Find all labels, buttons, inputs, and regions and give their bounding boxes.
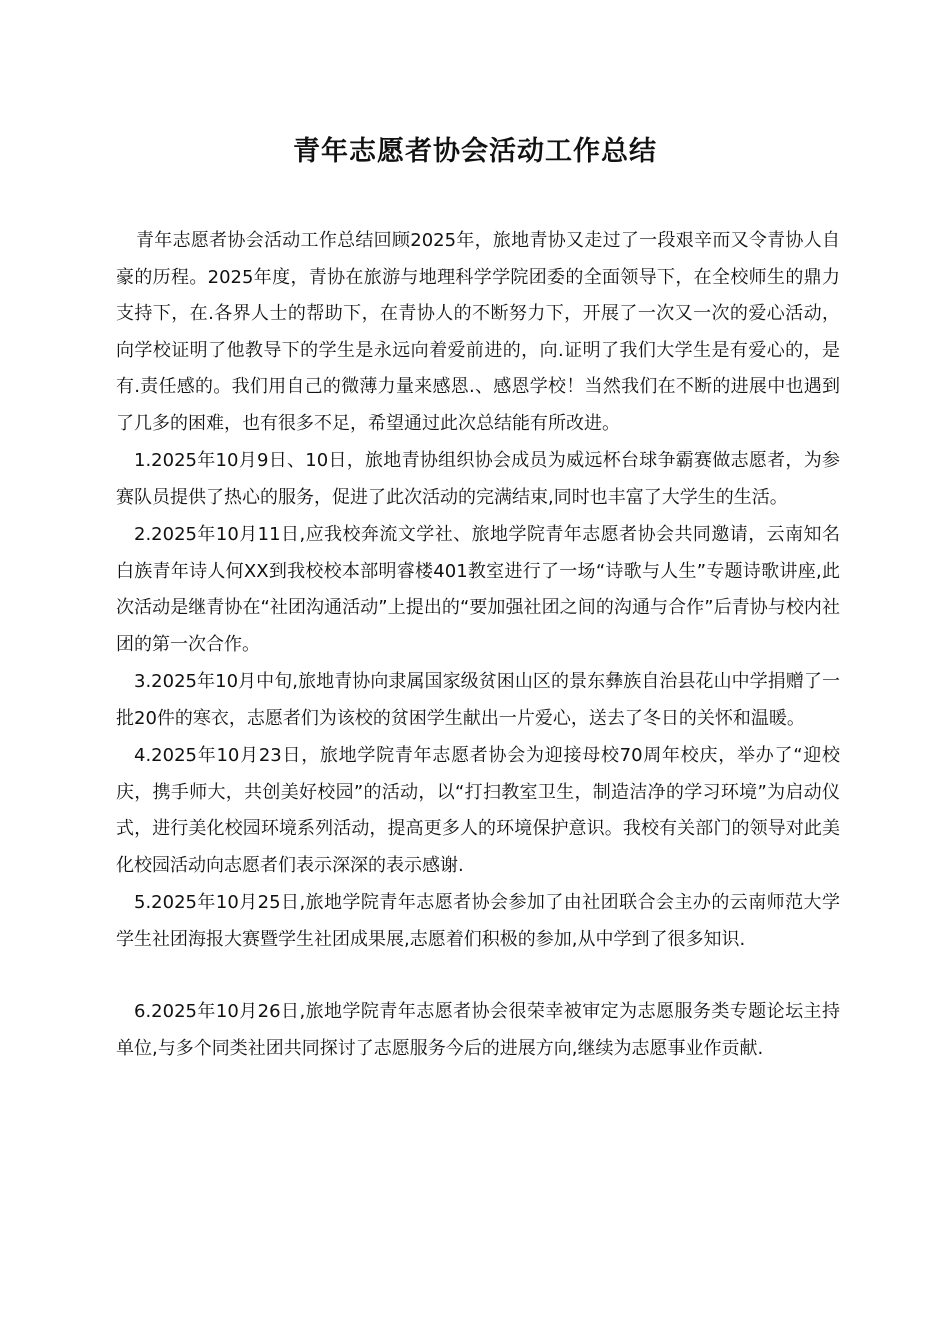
list-item: 5.2025年10月25日,旅地学院青年志愿者协会参加了由社团联合会主办的云南师范大学学生社团海报大赛暨学生社团成果展,志愿着们积极的参加,从中学到了很多知识.	[116, 892, 840, 950]
list-item: 4.2025年10月23日，旅地学院青年志愿者协会为迎接母校70周年校庆，举办了“迎校庆，携手师大，共创美好校园”的活动，以“打扫教室卫生，制造洁净的学习环境”为启动仪式，进行美化校园环境系列活动，提高更多人的环境保护意识。我校有关部门的领导对此美化校园活动向志愿者们表示深深的表示感谢.	[116, 745, 840, 876]
list-item: 1.2025年10月9日、10日，旅地青协组织协会成员为威远杯台球争霸赛做志愿者，为参赛队员提供了热心的服务，促进了此次活动的完满结束,同时也丰富了大学生的生活。	[116, 450, 840, 508]
list-item: 6.2025年10月26日,旅地学院青年志愿者协会很荣幸被审定为志愿服务类专题论坛主持单位,与多个同类社团共同探讨了志愿服务今后的进展方向,继续为志愿事业作贡献.	[116, 1001, 840, 1059]
document-body	[116, 223, 840, 1068]
document-title: 青年志愿者协会活动工作总结	[293, 136, 657, 167]
list-item: 3.2025年10月中旬,旅地青协向隶属国家级贫困山区的景东彝族自治县花山中学捐赠了一批20件的寒衣，志愿者们为该校的贫困学生献出一片爱心，送去了冬日的关怀和温暖。	[116, 671, 840, 729]
intro-paragraph: 青年志愿者协会活动工作总结回顾2025年，旅地青协又走过了一段艰辛而又令青协人自豪的历程。2025年度，青协在旅游与地理科学学院团委的全面领导下，在全校师生的鼎力支持下，在.各界人士的帮助下，在青协人的不断努力下，开展了一次又一次的爱心活动，向学校证明了他教导下的学生是永远向着爱前进的，向.证明了我们大学生是有爱心的，是有.责任感的。我们用自己的微薄力量来感恩.、感恩学校！当然我们在不断的进展中也遇到了几多的困难，也有很多不足，希望通过此次总结能有所改进。	[116, 230, 840, 434]
list-item: 2.2025年10月11日,应我校奔流文学社、旅地学院青年志愿者协会共同邀请，云南知名白族青年诗人何XX到我校校本部明睿楼401教室进行了一场“诗歌与人生”专题诗歌讲座,此次活动是继青协在“社团沟通活动”上提出的“要加强社团之间的沟通与合作”后青协与校内社团的第一次合作。	[116, 524, 840, 655]
